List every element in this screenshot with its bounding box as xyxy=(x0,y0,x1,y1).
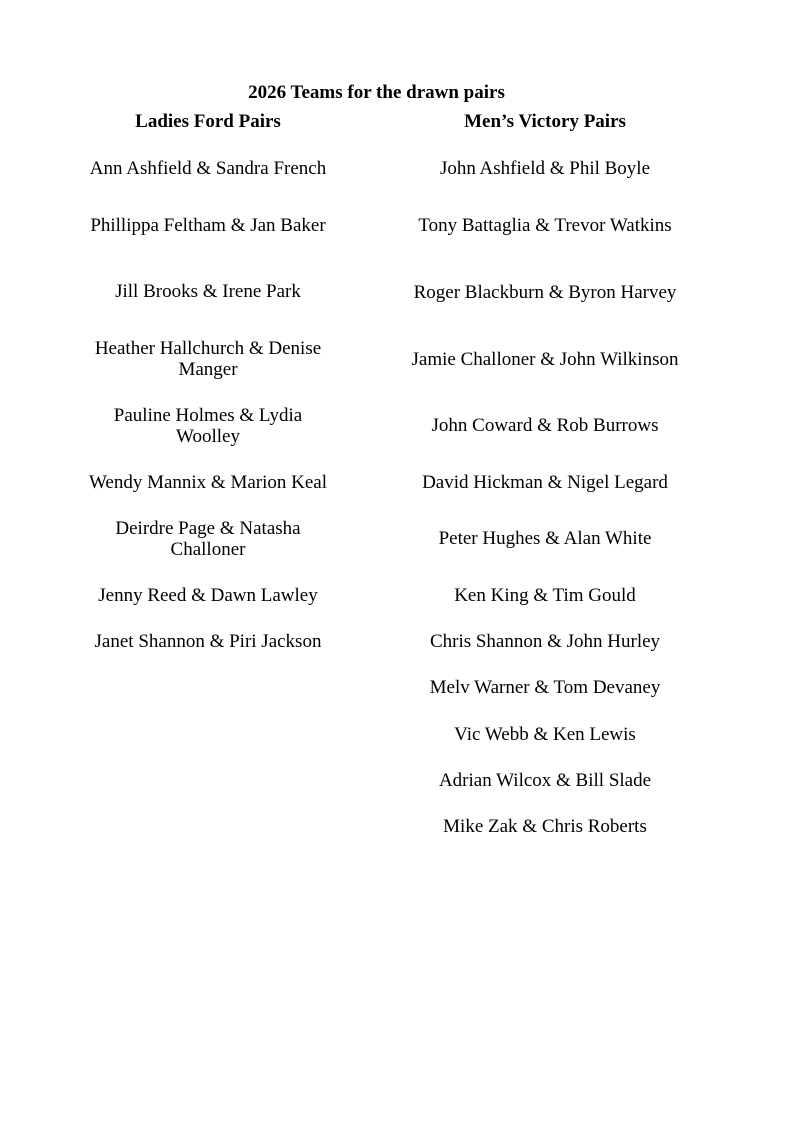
ladies-pair: Jill Brooks & Irene Park xyxy=(115,280,301,302)
mens-pair: Melv Warner & Tom Devaney xyxy=(429,676,661,698)
ladies-pair: Janet Shannon & Piri Jackson xyxy=(94,630,322,652)
mens-column-header: Men’s Victory Pairs xyxy=(464,111,626,132)
mens-pair: John Ashfield & Phil Boyle xyxy=(439,157,651,179)
mens-pair: Roger Blackburn & Byron Harvey xyxy=(413,281,677,303)
ladies-pair: Phillippa Feltham & Jan Baker xyxy=(90,214,326,236)
mens-pair: Adrian Wilcox & Bill Slade xyxy=(438,769,652,791)
mens-pair: John Coward & Rob Burrows xyxy=(431,414,659,436)
document-title: 2026 Teams for the drawn pairs xyxy=(248,82,505,103)
ladies-pair: Jenny Reed & Dawn Lawley xyxy=(98,584,318,606)
mens-pair: Ken King & Tim Gould xyxy=(454,584,636,606)
mens-pair: Chris Shannon & John Hurley xyxy=(429,630,661,652)
mens-pair: Tony Battaglia & Trevor Watkins xyxy=(418,214,672,236)
ladies-pair: Ann Ashfield & Sandra French xyxy=(89,157,327,179)
ladies-column-header: Ladies Ford Pairs xyxy=(135,111,281,132)
mens-pair: Mike Zak & Chris Roberts xyxy=(443,815,647,837)
mens-pair: Jamie Challoner & John Wilkinson xyxy=(411,348,679,370)
ladies-pair: Deirdre Page & Natasha Challoner xyxy=(115,518,301,560)
mens-pair: Peter Hughes & Alan White xyxy=(438,527,652,549)
mens-pair: David Hickman & Nigel Legard xyxy=(422,471,668,493)
ladies-pair: Heather Hallchurch & Denise Manger xyxy=(94,338,322,380)
ladies-pair: Pauline Holmes & Lydia Woolley xyxy=(113,405,303,447)
ladies-pair: Wendy Mannix & Marion Keal xyxy=(88,471,328,493)
mens-pair: Vic Webb & Ken Lewis xyxy=(454,723,636,745)
